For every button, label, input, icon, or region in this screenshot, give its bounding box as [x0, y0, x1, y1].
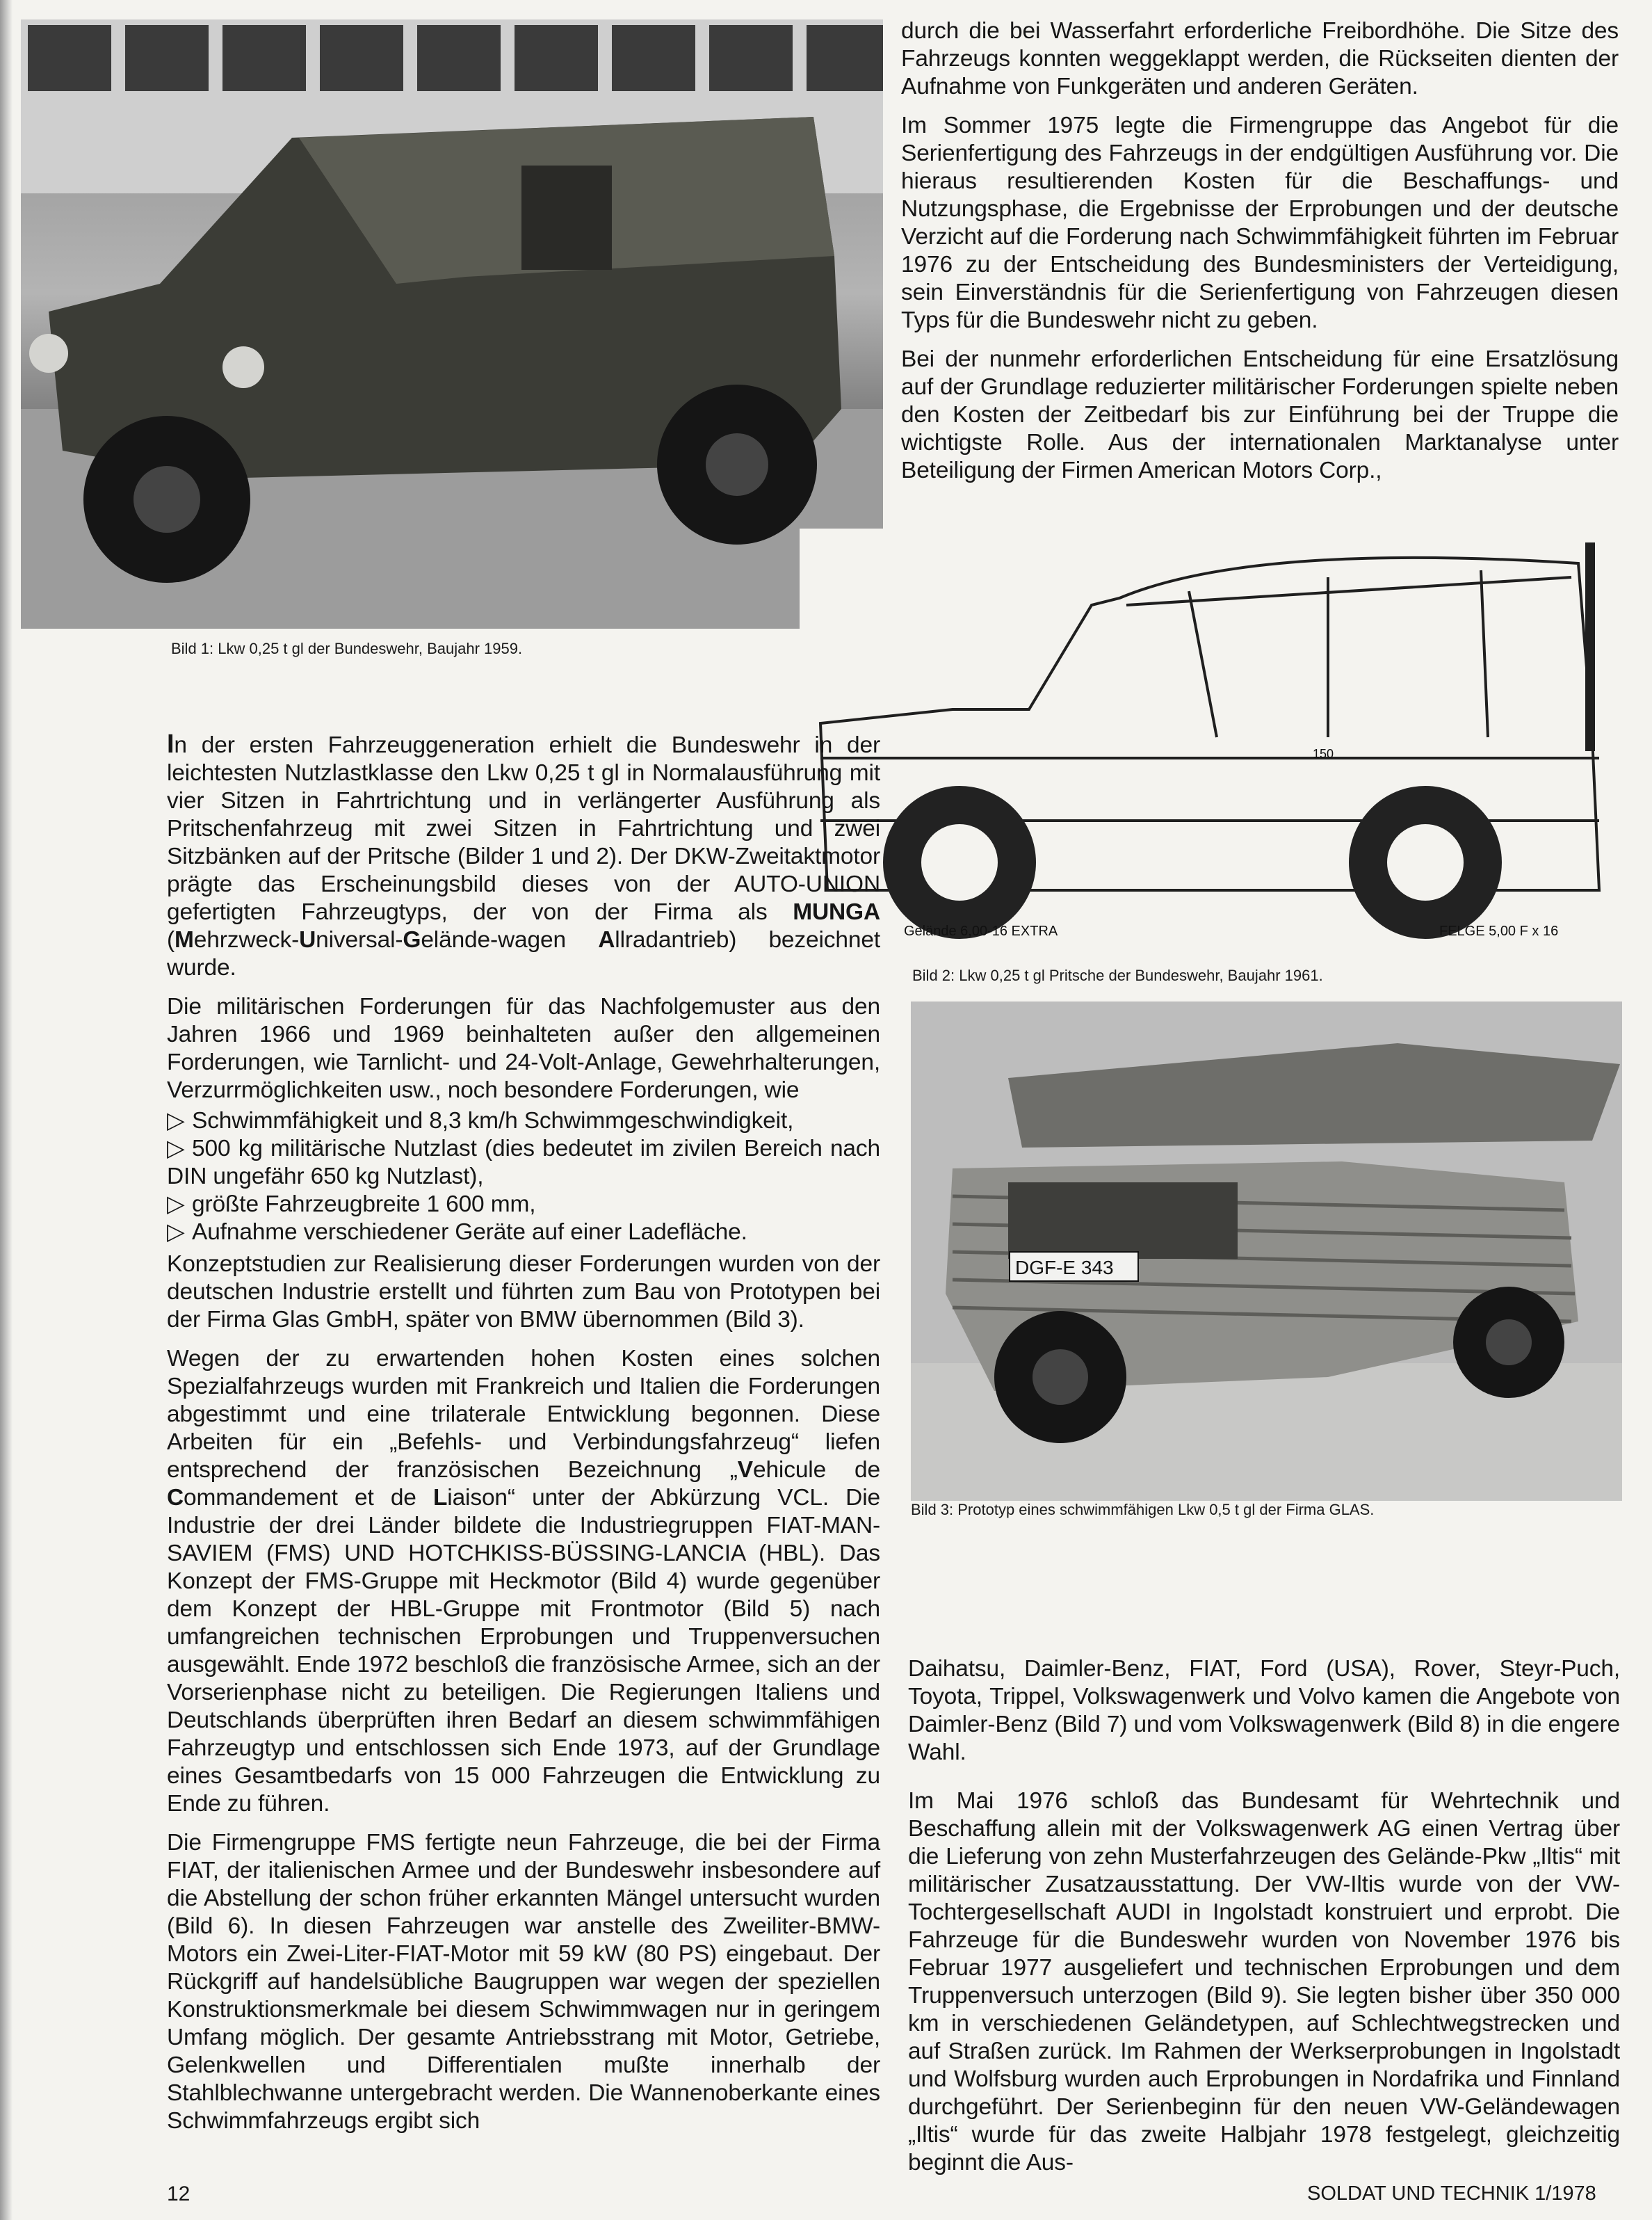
- right-column-bottom: [908, 1655, 1620, 2177]
- paragraph: Wegen der zu erwartenden hohen Kosten eines solchen Spezialfahrzeugs wurden mit Frankreich und Italien die Forderungen abgestimmt und eine trilaterale Entwicklung begonnen. Diese Arbeiten für ein „Befehls- und Verbindungsfahrzeug“ liefen entsprechend der französischen Bezeichnung „Vehicule de Commandement et de Liaison“ unter der Abkürzung VCL. Die Industrie der drei Länder bildete die Industriegruppen FIAT-MAN-SAVIEM (FMS) UND HOTCHKISS-BÜSSING-LANCIA (HBL). Das Konzept der FMS-Gruppe mit Heckmotor (Bild 4) wurde gegenüber dem Konzept der HBL-Gruppe mit Frontmotor (Bild 5) nach umfangreichen technischen Erprobungen und Truppenversuchen ausgewählt. Ende 1972 beschloß die französische Armee, sich an der Vorserienphase nicht zu beteiligen. Die Regierungen Italiens und Deutschlands überprüften ihren Bedarf an diesem schwimmfähigen Fahrzeugtyp und entschlossen sich Ende 1973, auf der Grundlage eines Gesamtbedarfs von 15 000 Fahrzeugen die Entwicklung zu Ende zu führen.: [167, 1346, 880, 1817]
- photo-bild-3: [911, 1002, 1622, 1501]
- triangle-bullet-icon: ▷: [167, 1219, 185, 1245]
- list-item: ▷ Aufnahme verschiedener Geräte auf einer Ladefläche.: [167, 1219, 747, 1245]
- paragraph: Die militärischen Forderungen für das Nachfolgemuster aus den Jahren 1966 und 1969 beinhalteten außer den allgemeinen Forderungen, wie Tarnlicht- und 24-Volt-Anlage, Gewehrhalterungen, Verzurrmöglichkeiten usw., noch besondere Forderungen, wie: [167, 994, 880, 1103]
- drawing-bild-2: [800, 529, 1627, 960]
- triangle-bullet-icon: ▷: [167, 1191, 185, 1217]
- paragraph: Im Sommer 1975 legte die Firmengruppe das Angebot für die Serienfertigung des Fahrzeugs in der endgültigen Ausführung vor. Die hieraus resultierenden Kosten für die Beschaffungs- und Nutzungsphase, die Ergebnisse der Erprobungen und der deutsche Verzicht auf die Forderung nach Schwimmfähigkeit führten im Februar 1976 zu der Entscheidung des Bundesministers der Verteidigung, sein Einverständnis für die Serienfertigung von Fahrzeugen diesen Typs für die Bundeswehr nicht zu geben.: [901, 113, 1619, 333]
- page-number: 12: [167, 2182, 191, 2205]
- paragraph: Daihatsu, Daimler-Benz, FIAT, Ford (USA), Rover, Steyr-Puch, Toyota, Trippel, Volkswagenwerk und Volvo kamen die Angebote von Daimler-Benz (Bild 7) und vom Volkswagenwerk (Bild 8) in die engere Wahl.: [908, 1656, 1620, 1765]
- caption-bild-2: Bild 2: Lkw 0,25 t gl Pritsche der Bundeswehr, Baujahr 1961.: [912, 967, 1323, 984]
- list-item: ▷ 500 kg militärische Nutzlast (dies bedeutet im zivilen Bereich nach DIN ungefähr 650 kg Nutzlast),: [167, 1136, 880, 1189]
- triangle-bullet-icon: ▷: [167, 1108, 185, 1134]
- drop-cap: I: [167, 730, 175, 759]
- triangle-bullet-icon: ▷: [167, 1136, 185, 1161]
- right-column-top: [901, 17, 1619, 496]
- drawing-number-label: 150: [1313, 747, 1334, 761]
- caption-bild-1: Bild 1: Lkw 0,25 t gl der Bundeswehr, Baujahr 1959.: [171, 640, 523, 657]
- list-item: ▷ größte Fahrzeugbreite 1 600 mm,: [167, 1191, 536, 1217]
- paragraph: Bei der nunmehr erforderlichen Entscheidung für eine Ersatzlösung auf der Grundlage reduzierter militärischer Forderungen spielte neben den Kosten der Zeitbedarf bis zur Einführung bei der Truppe die wichtigste Rolle. Aus der internationalen Marktanalyse unter Beteiligung der Firmen American Motors Corp.,: [901, 346, 1619, 483]
- page-binding-edge: [0, 0, 13, 2220]
- tire-size-label: Gelände 6,00-16 EXTRA: [904, 924, 1058, 939]
- paragraph-intro: In der ersten Fahrzeuggeneration erhielt die Bundeswehr in der leichtesten Nutzlastklasse den Lkw 0,25 t gl in Normalausführung mit vier Sitzen in Fahrtrichtung und in verlängerter Ausführung als Pritschenfahrzeug mit zwei Sitzen in Fahrtrichtung und zwei Sitzbänken auf der Pritsche (Bilder 1 und 2). Der DKW-Zweitaktmotor prägte das Erscheinungsbild dieses von der AUTO-UNION gefertigten Fahrzeugtyps, der von der Firma als MUNGA (Mehrzweck-Universal-Gelände-wagen Allradantrieb) bezeichnet wurde.: [167, 730, 880, 981]
- paragraph: Konzeptstudien zur Realisierung dieser Forderungen wurden von der deutschen Industrie erstellt und führten zum Bau von Prototypen bei der Firma Glas GmbH, später von BMW übernommen (Bild 3).: [167, 1251, 880, 1333]
- photo-bild-1: [21, 19, 883, 629]
- paragraph: Im Mai 1976 schloß das Bundesamt für Wehrtechnik und Beschaffung allein mit der Volkswagenwerk AG einen Vertrag über die Lieferung von zehn Musterfahrzeugen des Gelände-Pkw „Iltis“ mit militärischer Zusatzausstattung. Der VW-Iltis wurde von der VW-Tochtergesellschaft AUDI in Ingolstadt konstruiert und erprobt. Die Fahrzeuge für die Bundeswehr wurden von November 1976 bis Februar 1977 ausgeliefert und technischen Erprobungen und dem Truppenversuch unterzogen (Bild 9). Sie legten bisher über 350 000 km in verschiedenen Geländetypen, auf Schlechtwegstrecken und auf Straßen zurück. Im Rahmen der Werkserprobungen in Ingolstadt und Wolfsburg wurden auch Erprobungen in Nordafrika und Finnland durchgeführt. Der Serienbeginn für den neuen VW-Geländewagen „Iltis“ wurde für das zweite Halbjahr 1978 festgelegt, gleichzeitig beginnt die Aus-: [908, 1788, 1620, 2175]
- list-item: ▷ Schwimmfähigkeit und 8,3 km/h Schwimmgeschwindigkeit,: [167, 1108, 794, 1134]
- publication-footer: SOLDAT UND TECHNIK 1/1978: [1307, 2182, 1596, 2205]
- license-plate: DGF-E 343: [1015, 1257, 1114, 1278]
- caption-bild-3: Bild 3: Prototyp eines schwimmfähigen Lkw 0,5 t gl der Firma GLAS.: [911, 1501, 1375, 1518]
- rim-size-label: FELGE 5,00 F x 16: [1439, 924, 1559, 939]
- left-column: [167, 730, 880, 2135]
- paragraph: durch die bei Wasserfahrt erforderliche Freibordhöhe. Die Sitze des Fahrzeugs konnten weggeklappt werden, die Rückseiten dienten der Aufnahme von Funkgeräten und anderen Geräten.: [901, 18, 1619, 99]
- paragraph: Die Firmengruppe FMS fertigte neun Fahrzeuge, die bei der Firma FIAT, der italienischen Armee und der Bundeswehr insbesondere auf die Abstellung der schon früher erkannten Mängel untersucht wurden (Bild 6). In diesen Fahrzeugen war anstelle des Zweiliter-BMW-Motors ein Zwei-Liter-FIAT-Motor mit 59 kW (80 PS) eingebaut. Der Rückgriff auf handelsübliche Baugruppen war wegen der speziellen Konstruktionsmerkmale bei diesem Schwimmwagen nur in geringem Umfang möglich. Der gesamte Antriebsstrang mit Motor, Getriebe, Gelenkwellen und Differentialen mußte innerhalb der Stahlblechwanne untergebracht werden. Die Wannenoberkante eines Schwimmfahrzeugs ergibt sich: [167, 1830, 880, 2134]
